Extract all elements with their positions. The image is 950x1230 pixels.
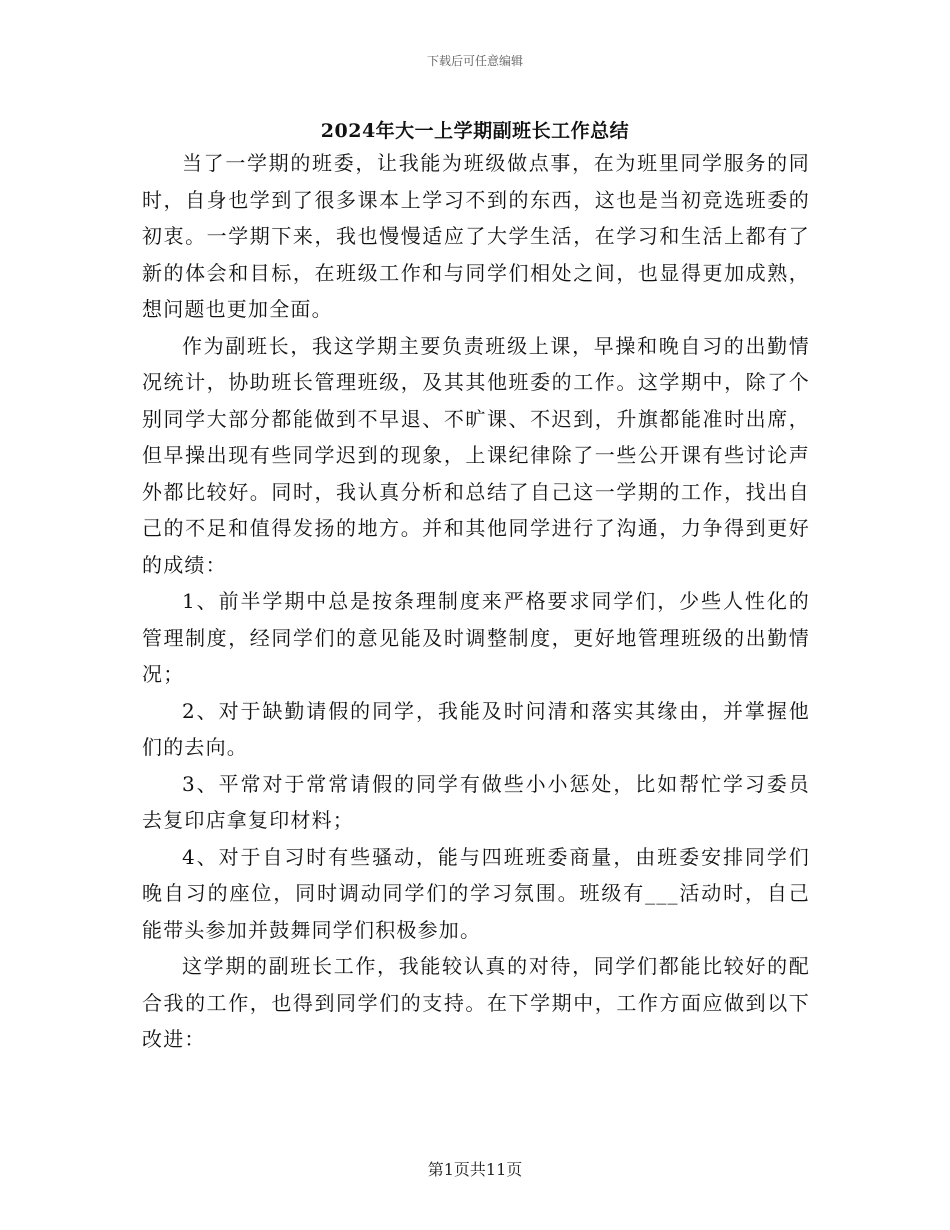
page-number: 第1页共11页 <box>427 1160 523 1179</box>
paragraph-intro: 当了一学期的班委，让我能为班级做点事，在为班里同学服务的同时，自身也学到了很多课本上学习不到的东西，这也是当初竞选班委的初衷。一学期下来，我也慢慢适应了大学生活，在学习和生活上都有了新的体会和目标，在班级工作和与同学们相处之间，也显得更加成熟，想问题也更加全面。 <box>142 151 810 321</box>
paragraph-item-3: 3、平常对于常常请假的同学有做些小小惩处，比如帮忙学习委员去复印店拿复印材料； <box>142 771 810 832</box>
paragraph-item-2: 2、对于缺勤请假的同学，我能及时问清和落实其缘由，并掌握他们的去向。 <box>142 698 810 759</box>
paragraph-conclusion: 这学期的副班长工作，我能较认真的对待，同学们都能比较好的配合我的工作，也得到同学们的支持。在下学期中，工作方面应做到以下改进： <box>142 954 810 1051</box>
header-note: 下载后可任意编辑 <box>426 54 523 68</box>
paragraph-item-4: 4、对于自习时有些骚动，能与四班班委商量，由班委安排同学们晚自习的座位，同时调动同学们的学习氛围。班级有___活动时，自己能带头参加并鼓舞同学们积极参加。 <box>142 844 810 942</box>
document-body <box>142 145 810 1058</box>
paragraph-duties: 作为副班长，我这学期主要负责班级上课，早操和晚自习的出勤情况统计，协助班长管理班级，及其其他班委的工作。这学期中，除了个别同学大部分都能做到不早退、不旷课、不迟到，升旗都能准时出席，但早操出现有些同学迟到的现象，上课纪律除了一些公开课有些讨论声外都比较好。同时，我认真分析和总结了自己这一学期的工作，找出自己的不足和值得发扬的地方。并和其他同学进行了沟通，力争得到更好的成绩： <box>142 333 810 577</box>
paragraph-item-1: 1、前半学期中总是按条理制度来严格要求同学们，少些人性化的管理制度，经同学们的意见能及时调整制度，更好地管理班级的出勤情况； <box>142 589 810 686</box>
document-title: 2024年大一上学期副班长工作总结 <box>320 120 630 142</box>
